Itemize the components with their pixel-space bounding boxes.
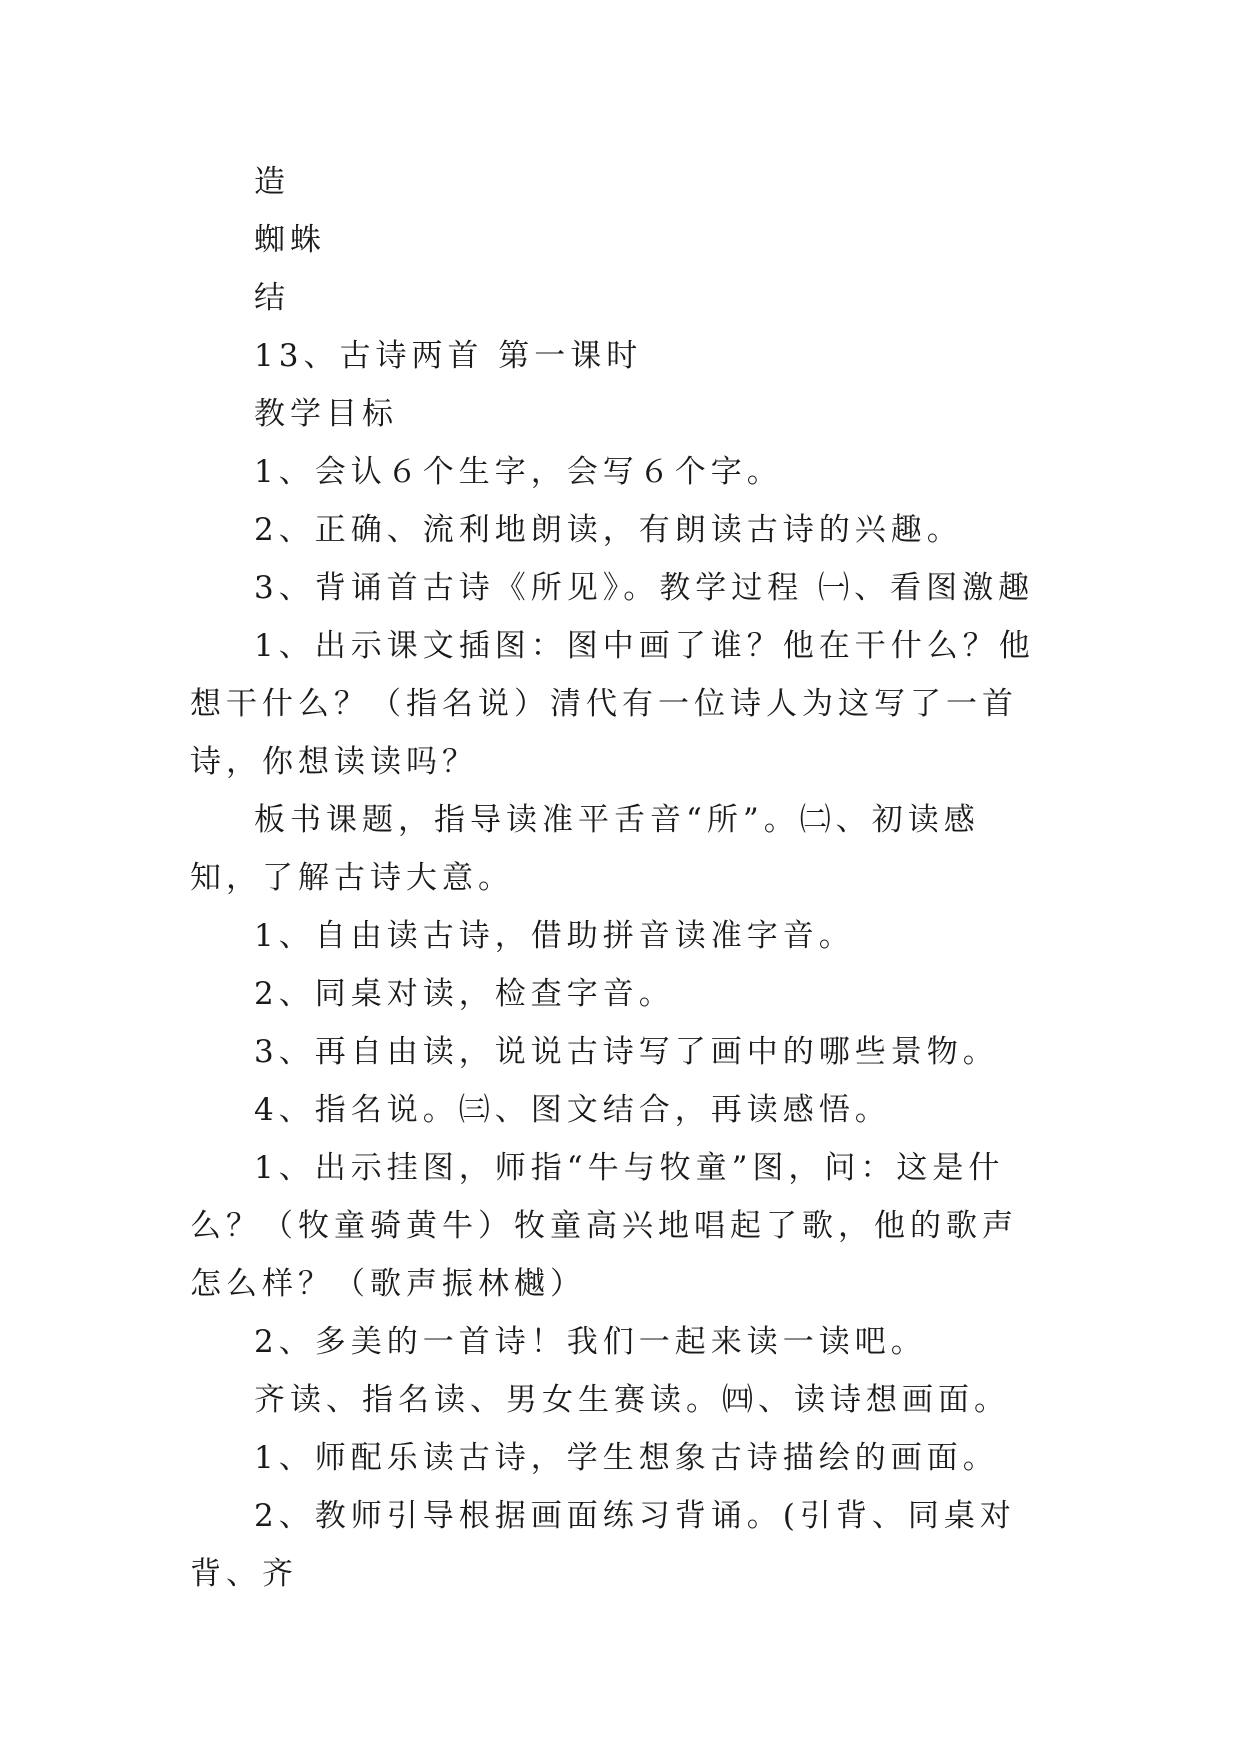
paragraph: 蜘蛛 <box>254 222 326 258</box>
paragraph: 4、指名说。㈢、图文结合，再读感悟。 <box>254 1092 891 1128</box>
paragraph: 造 <box>254 164 290 200</box>
paragraph: 3、背诵首古诗《所见》。教学过程 ㈠、看图激趣 <box>254 570 1035 606</box>
lesson-title: 13、古诗两首 第一课时 <box>254 338 643 374</box>
paragraph: 1、会认６个生字，会写６个字。 <box>254 454 783 490</box>
paragraph: 1、自由读古诗，借助拼音读准字音。 <box>254 918 855 954</box>
paragraph: 1、师配乐读古诗，学生想象古诗描绘的画面。 <box>254 1440 999 1476</box>
document-body <box>190 153 1050 1603</box>
paragraph: 3、再自由读，说说古诗写了画中的哪些景物。 <box>254 1034 999 1070</box>
paragraph: 2、同桌对读，检查字音。 <box>254 976 675 1012</box>
paragraph: 板书课题，指导读准平舌音“所”。㈡、初读感知，了解古诗大意。 <box>190 802 980 896</box>
paragraph: 齐读、指名读、男女生赛读。㈣、读诗想画面。 <box>254 1382 1010 1418</box>
paragraph: 2、正确、流利地朗读，有朗读古诗的兴趣。 <box>254 512 963 548</box>
paragraph: 2、多美的一首诗！我们一起来读一读吧。 <box>254 1324 927 1360</box>
paragraph: 结 <box>254 280 290 316</box>
paragraph: 2、教师引导根据画面练习背诵。(引背、同桌对背、齐 <box>190 1498 1016 1592</box>
paragraph: 1、出示挂图，师指“牛与牧童”图，问：这是什么？（牧童骑黄牛）牧童高兴地唱起了歌，他的歌声怎么样？（歌声振林樾） <box>190 1150 1018 1302</box>
section-heading: 教学目标 <box>254 396 398 432</box>
paragraph: 1、出示课文插图：图中画了谁？他在干什么？他想干什么？（指名说）清代有一位诗人为这写了一首诗，你想读读吗？ <box>190 628 1035 780</box>
